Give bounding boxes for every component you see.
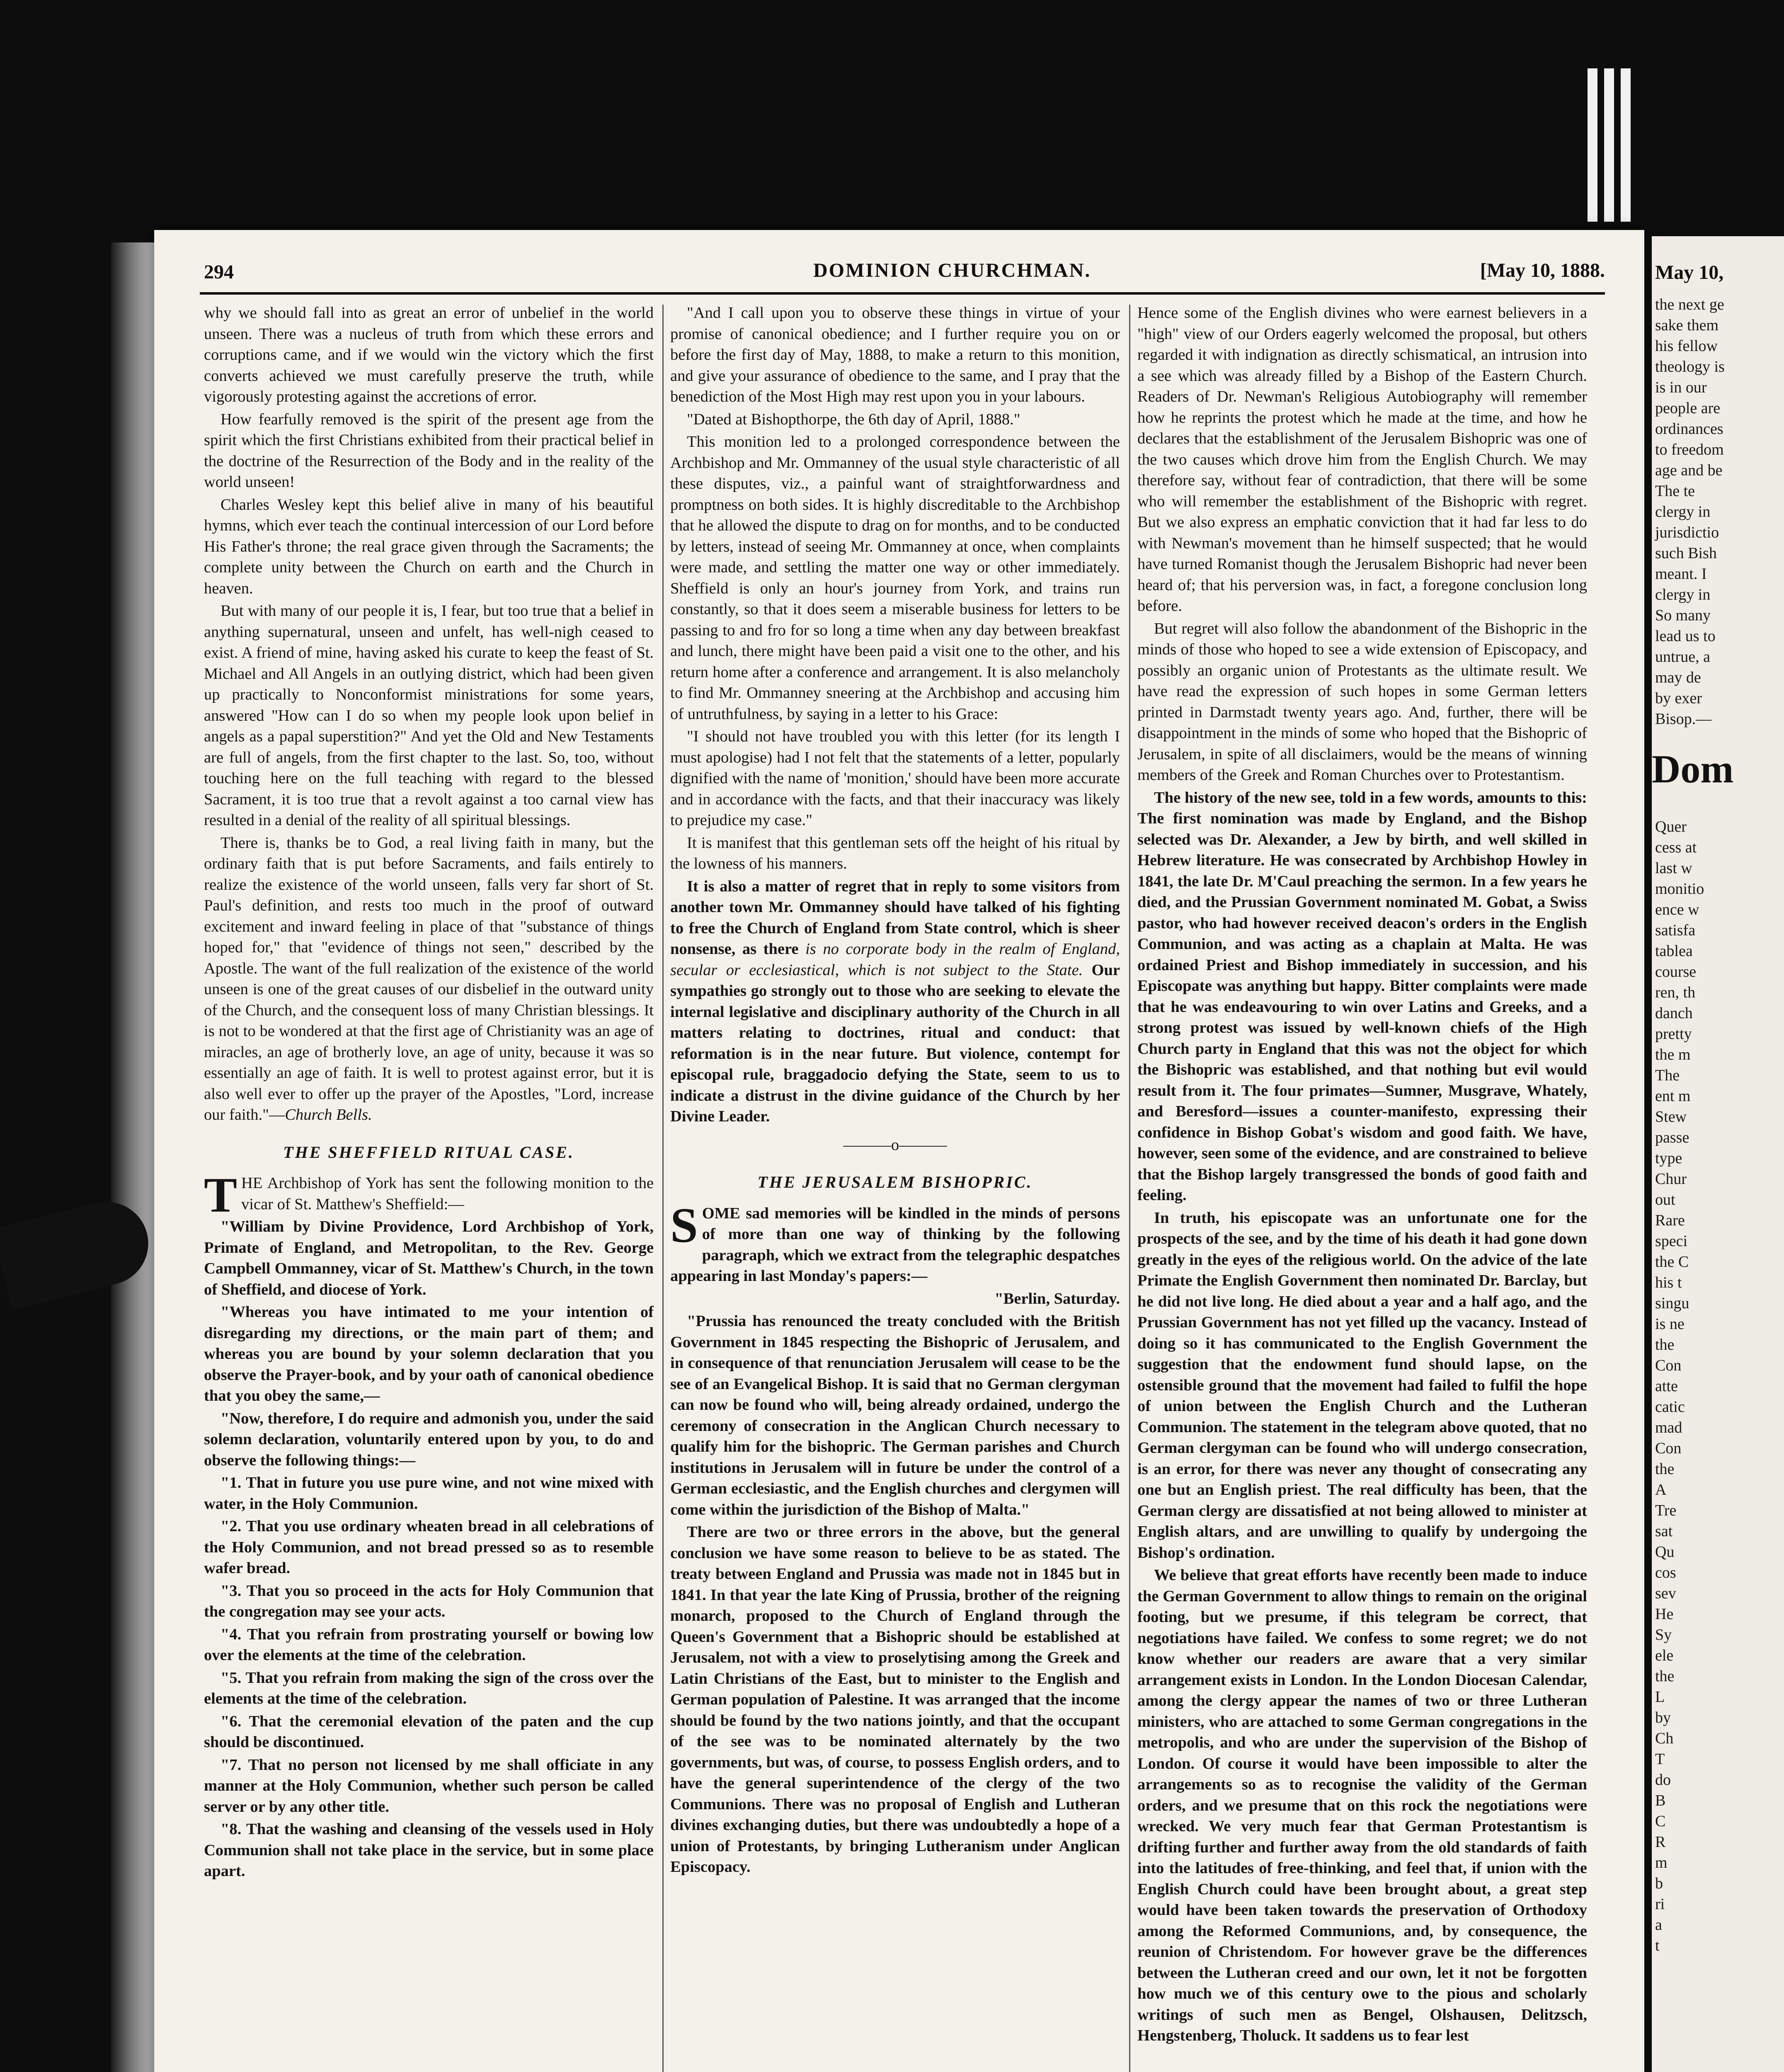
paragraph-text: HE Archbishop of York has sent the following monition to the vicar of St. Matthew's Sheffield:— [241,1174,654,1213]
paragraph-text: Our sympathies go strongly out to those who are seeking to elevate the internal legislative and disciplinary authority of the Church in all matters relating to doctrines, ritual and conduct: that reformation is in the near future. But violence, contempt for episcopal rule, braggadocio defying the State, seem to us to indicate a distrust in the divine guidance of the Church by her Divine Leader. [670,961,1120,1125]
paragraph: "2. That you use ordinary wheaten bread in all celebrations of the Holy Communion, and not bread pressed so as to resemble wafer bread. [204,1518,654,1577]
facing-page-line: passe [1655,1129,1689,1146]
paragraph: We believe that great efforts have recently been made to induce the German Government to allow things to remain on the original footing, but we presume, if this telegram be correct, that negotiations have failed. We confess to some regret; we do not know whether our readers are aware that a very similar arrangement exists in London. In the London Diocesan Calendar, among the clergy appear the names of two or three Lutheran ministers, who are attached to some German congregations in the metropolis, and who are under the supervision of the Bishop of London. Of course it would have been impossible to alter the arrangements so as to recognise the validity of the German orders, and we presume that on this rock the negotiations were wrecked. We very much fear that German Protestantism is drifting further and further away from the old standards of faith into the latitudes of free-thinking, and feel that, if union with the English Church could have been brought about, a great step would have been taken towards the preservation of Orthodoxy among the Reformed Communions, and, by consequence, the reunion of Christendom. For however grave be the differences between the Lutheran creed and our own, let it not be forgotten how much we of this century owe to the pious and scholarly writings of such men as Bengel, Olshausen, Delitzsch, Hengstenberg, Tholuck. It saddens us to fear lest [1137,1566,1587,2044]
paragraph: "William by Divine Providence, Lord Archbishop of York, Primate of England, and Metropolitan, to the Rev. George Campbell Ommanney, vicar of St. Matthew's Church, in the town of Sheffield, and diocese of York. [204,1218,654,1298]
facing-page-strip [1652,236,1784,2072]
facing-page-line: So many [1655,607,1711,624]
facing-page-line: The te [1655,482,1695,500]
facing-page-line: B [1655,1792,1666,1809]
paragraph: Hence some of the English divines who were earnest believers in a "high" view of our Orders eagerly welcomed the proposal, but others regarded it with indignation as directly schismatical, an intrusion into a see which was already filled by a Bishop of the Eastern Church. Readers of Dr. Newman's Religious Autobiography will remember how he reprints the protest which he made at the time, and how he declares that the establishment of the Jerusalem Bishopric was one of the two causes which drove him from the English Church. We may therefore say, without fear of contradiction, that there will be some who will remember the establishment of the Bishopric with regret. But we also express an emphatic conviction that it had far less to do with Newman's movement than he himself suspected; that he would have turned Romanist though the Jerusalem Bishopric had never been heard of; that his perversion was, in fact, a foregone conclusion long before. [1137,304,1587,615]
facing-page-line: to freedom [1655,441,1724,458]
facing-page-line: ri [1655,1895,1665,1913]
facing-page-line: course [1655,963,1697,980]
film-mark [1621,68,1631,222]
facing-page-line: by exer [1655,690,1702,707]
facing-page-line: pretty [1655,1025,1692,1043]
paragraph [670,1197,1120,1287]
facing-page-line: is in our [1655,379,1707,396]
paragraph: "6. That the ceremonial elevation of the paten and the cup should be discontinued. [204,1712,654,1751]
book-binding [111,242,157,2072]
film-mark [1588,68,1597,222]
facing-page-line: Con [1655,1357,1682,1374]
article-heading: THE JERUSALEM BISHOPRIC. [757,1173,1033,1191]
facing-page-line: his fellow [1655,337,1718,355]
facing-page-line: out [1655,1191,1675,1208]
dateline: "Berlin, Saturday. [994,1290,1120,1307]
publication-title: DOMINION CHURCHMAN. [813,259,1091,281]
column-2 [670,303,1120,2072]
drop-cap: S [670,1197,698,1253]
facing-page-line: mad [1655,1419,1682,1436]
facing-page-line: do [1655,1771,1671,1789]
facing-page-line: C [1655,1813,1666,1830]
facing-page-masthead: Dom [1652,747,1734,791]
facing-page-line: R [1655,1833,1666,1851]
newspaper-page [154,230,1644,2072]
facing-page-line: ele [1655,1647,1674,1664]
paragraph: "5. That you refrain from making the sign of the cross over the elements at the time of the celebration. [204,1669,654,1707]
facing-page-line: singu [1655,1295,1689,1312]
facing-page-line: meant. I [1655,565,1707,583]
film-mark [1604,68,1614,222]
paragraph: This monition led to a prolonged correspondence between the Archbishop and Mr. Ommanney of the usual style characteristic of all these disputes, viz., a painful want of straightforwardness and promptness on both sides. It is highly discreditable to the Archbishop that he allowed the dispute to drag on for months, and to be conducted by letters, instead of seeing Mr. Ommanney at once, when complaints were made, and settling the matter one way or other immediately. Sheffield is only an hour's journey from York, and trains run constantly, so that it does seem a miserable business for letters to be passing to and fro for so long a time when any day between breakfast and lunch, there might have been paid a visit one to the other, and his return home after a conference and arrangement. It is also melancholy to find Mr. Ommanney sneering at the Archbishop and accusing him of untruthfulness, by saying in a letter to his Grace: [670,433,1120,723]
facing-page-line: The [1655,1067,1680,1084]
facing-page-line: lead us to [1655,627,1716,645]
facing-page-line: Qu [1655,1543,1675,1561]
facing-page-line: such Bish [1655,545,1717,562]
facing-page-line: clergy in [1655,503,1711,520]
facing-page-line: cos [1655,1564,1676,1581]
facing-page-line: jurisdictio [1655,524,1719,541]
film-edge-marks [1588,68,1650,222]
paragraph: The history of the new see, told in a few words, amounts to this: The first nomination was made by England, and the Bishop selected was Dr. Alexander, a Jew by birth, and well skilled in Hebrew literature. He was consecrated by Archbishop Howley in 1841, the late Dr. M'Caul preaching the sermon. In a few years he died, and the Prussian Government nominated M. Gobat, a Swiss pastor, who had however received deacon's orders in the English Communion, and was acting as a chaplain at Malta. He was ordained Priest and Bishop immediately in succession, and his Episcopate was anything but happy. Bitter complaints were made that he was endeavouring to win over Latins and Greeks, and a strong protest was issued by well-known chiefs of the High Church party in England that this was not the object for which the Bishopric was established, and that nothing but evil would result from it. The four primates—Sumner, Musgrave, Whately, and Beresford—issues a counter-manifesto, expressing their confidence in Bishop Gobat's wisdom and good faith. We have, however, seen some of the evidence, and are constrained to believe that the Bishop largely transgressed the bonds of good faith and feeling. [1137,789,1587,1204]
paragraph: "Prussia has renounced the treaty concluded with the British Government in 1845 respecting the Bishopric of Jerusalem, and in consequence of that renunciation Jerusalem will cease to be the see of an Evangelical Bishop. It is said that no German clergyman can now be found who will, being already ordained, undergo the ceremony of consecration in the Anglican Church necessary to qualify him for the bishopric. The German parishes and Church institutions in Jerusalem will in future be under the control of a German ecclesiastic, and the English churches and clergymen will come within the jurisdiction of the Bishop of Malta." [670,1312,1120,1518]
facing-page-line: the [1655,1668,1675,1685]
facing-page-line: the C [1655,1253,1689,1271]
facing-page-line: A [1655,1481,1667,1498]
facing-page-line: Tre [1655,1502,1677,1519]
facing-page-line: is ne [1655,1315,1685,1333]
facing-page-line: ren, th [1655,984,1696,1001]
facing-page-line: L [1655,1688,1665,1706]
paragraph: "And I call upon you to observe these things in virtue of your promise of canonical obedience; and I further require you on or before the first day of May, 1888, to make a return to this monition, and give your assurance of obedience to the same, and I pray that the benediction of the Most High may rest upon you in your labours. [670,304,1120,405]
paragraph-text: It is also a matter of regret that in reply to some visitors from another town Mr. Ommanney should have talked of his fighting to free the Church of England from State control, which is sheer nonsense, as there [670,877,1120,958]
facing-page-line: the m [1655,1046,1691,1063]
facing-page-header: May 10, [1655,261,1724,283]
facing-page-line: ent m [1655,1087,1691,1105]
facing-page-line: untrue, a [1655,648,1710,666]
facing-page-line: atte [1655,1377,1678,1395]
paragraph: "I should not have troubled you with this letter (for its length I must apologise) had I not felt that the statements of a letter, popularly dignified with the name of 'monition,' should have been more accurate and in accordance with the facts, and that their inaccuracy was likely to prejudice my case." [670,728,1120,829]
facing-page-line: Con [1655,1440,1682,1457]
paragraph: There are two or three errors in the above, but the general conclusion we have some reason to believe to be as stated. The treaty between England and Prussia was made not in 1845 but in 1841. In that year the late King of Prussia, brother of the reigning monarch, proposed to the Church of England through the Queen's Government that a Bishopric should be established at Jerusalem, not with a view to proselytising among the Greek and Latin Christians of the East, but to minister to the English and German population of Palestine. It was arranged that the income should be found by the two nations jointly, and that the occupant of the see was to be nominated alternately by the two governments, but was, of course, to possess English orders, and to have the general superintendence of the clergy of the two Communions. There was no proposal of English and Lutheran divines exchanging duties, but there was undoubtedly a hope of a union of Protestants, by bringing Lutheranism under Anglican Episcopacy. [670,1523,1120,1876]
facing-page-line: satisfa [1655,922,1696,939]
page-number: 294 [204,261,234,283]
paragraph: "4. That you refrain from prostrating yourself or bowing low over the elements at the time of the celebration. [204,1625,654,1664]
facing-page-line: cess at [1655,839,1697,856]
facing-page-line: the [1655,1336,1675,1353]
facing-page-line: tablea [1655,942,1693,960]
facing-page-line: sake them [1655,317,1719,334]
italic-text: is no corporate body in the realm of England, secular or ecclesiastical, which is not subject to the State. [670,940,1120,979]
paragraph-text: There is, thanks be to God, a real living faith in many, but the ordinary faith that is put before Sacraments, and fails entirely to realize the existence of the world unseen, falls very far short of St. Paul's definition, and rests too much in the proof of outward excitement and inward feeling in place of that "substance of things hoped for," that "evidence of things not seen," described by the Apostle. The want of the full realization of the existence of the world unseen is one of the great causes of our disbelief in the outward unity of the Church, and the consequent loss of many Christian blessings. It is not to be wondered at that the first age of Christianity was an age of miracles, an age of brotherly love, an age of unity, because it was so essentially an age of faith. It is well to protest against error, but it is also well ever to offer up the prayer of the Apostles, "Lord, increase our faith."— [204,834,654,1123]
facing-page-line: Sy [1655,1626,1672,1644]
facing-page-line: ence w [1655,901,1699,918]
drop-cap: T [204,1167,238,1222]
facing-page-line: last w [1655,859,1692,877]
facing-page-line: danch [1655,1005,1693,1022]
article-heading: THE SHEFFIELD RITUAL CASE. [283,1143,574,1162]
facing-page-line: by [1655,1709,1671,1726]
facing-page-text-bottom [1655,816,1779,1956]
facing-page-line: Bisop.— [1655,710,1712,728]
facing-page-line: Rare [1655,1212,1685,1229]
facing-page-line: sev [1655,1585,1676,1602]
facing-page-line: the next ge [1655,296,1724,313]
facing-page-line: b [1655,1875,1663,1892]
facing-page-line: speci [1655,1232,1688,1250]
paragraph: Charles Wesley kept this belief alive in many of his beautiful hymns, which ever teach the continual intercession of our Lord before His Father's throne; the real grace given through the Sacraments; the complete unity between the Church on earth and the Church in heaven. [204,496,654,597]
facing-page-line: He [1655,1605,1674,1623]
column-divider [662,305,664,2072]
facing-page-line: clergy in [1655,586,1711,603]
facing-page-line: sat [1655,1523,1673,1540]
facing-page-line: the [1655,1460,1675,1478]
paragraph: "8. That the washing and cleansing of the vessels used in Holy Communion shall not take place in the service, but in some place apart. [204,1820,654,1880]
facing-page-line: theology is [1655,358,1725,375]
facing-page-line: monitio [1655,880,1704,898]
paragraph [204,1167,654,1222]
paragraph: why we should fall into as great an error of unbelief in the world unseen. There was a nucleus of truth from which these errors and corruptions came, and if we would win the victory which the first converts achieved we must carefully preserve the truth, while vigorously protesting against the accretions of error. [204,304,654,405]
paragraph: It is manifest that this gentleman sets off the height of his ritual by the lowness of his manners. [670,834,1120,872]
page-header [204,255,1605,292]
paragraph [670,876,1120,1127]
facing-page-line: Chur [1655,1170,1687,1188]
facing-page-line: Quer [1655,818,1687,835]
paragraph: But regret will also follow the abandonment of the Bishopric in the minds of those who hoped to see a wide extension of Episcopacy, and possibly an organic union of Protestants as the ultimate result. We have read the expression of such hopes in some German letters printed in Darmstadt twenty years ago. And, further, there will be disappointment in the minds of some who hoped that the Bishopric of Jerusalem, in spite of all disclaimers, would be the means of winning members of the Greek and Roman Churches over to Protestantism. [1137,620,1587,784]
paragraph: In truth, his episcopate was an unfortunate one for the prospects of the see, and by the time of his death it had gone down greatly in the eyes of the religious world. On the advice of the late Primate the English Government then nominated Dr. Barclay, but he did not live long. He died about a year and a half ago, and the Prussian Government has not yet filled up the vacancy. Instead of doing so it has communicated to the English Government the suggestion that the endowment fund should lapse, on the ostensible ground that the movement had failed to fulfil the hope of union between the English Church and the Lutheran Communion. The statement in the telegram above quoted, that no German clergyman can be found who will undergo consecration, is an error, for there was never any thought of consecrating any one but an English priest. The real difficulty has been, that the German clergy are dissatisfied at not being allowed to minister at English altars, and are unwilling to qualify by undergoing the Bishop's ordination. [1137,1209,1587,1561]
facing-page-text-top [1655,294,1779,729]
section-separator: ———o——— [843,1136,947,1154]
paragraph: "7. That no person not licensed by me shall officiate in any manner at the Holy Communion, whether such person be called server or by any other title. [204,1756,654,1815]
facing-page-line: a [1655,1916,1662,1934]
header-rule [200,292,1605,295]
facing-page-line: ordinances [1655,420,1723,438]
paragraph: "3. That you so proceed in the acts for Holy Communion that the congregation may see your acts. [204,1582,654,1620]
paragraph [204,833,654,1126]
source-credit: Church Bells. [285,1106,372,1123]
facing-page-line: catic [1655,1398,1685,1416]
facing-page-line: type [1655,1150,1682,1167]
paragraph: How fearfully removed is the spirit of the present age from the spirit which the first Christians exhibited from their practical belief in the doctrine of the Resurrection of the Body and in the reality of the world unseen! [204,410,654,491]
paragraph: "1. That in future you use pure wine, and not wine mixed with water, in the Holy Communion. [204,1474,654,1513]
paragraph: But with many of our people it is, I fear, but too true that a belief in anything supernatural, unseen and unfelt, has well-nigh ceased to exist. A friend of mine, having asked his curate to keep the feast of St. Michael and All Angels in an outlying district, which had been given up practically to Nonconformist ministrations for some years, answered "How can I do so when my people look upon belief in angels as a papal superstition?" And yet the Old and New Testaments are full of angels, from the first chapter to the last. So, too, without touching here on the full teaching with regard to the blessed Sacrament, it is too true that a revolt against a too carnal view has resulted in a denial of the reality of all spiritual blessings. [204,602,654,829]
facing-page-line: Stew [1655,1108,1687,1126]
facing-page-line: Ch [1655,1730,1674,1747]
paragraph: "Now, therefore, I do require and admonish you, under the said solemn declaration, voluntarily entered upon by you, to do and observe the following things:— [204,1409,654,1469]
facing-page-line: m [1655,1854,1668,1871]
paragraph: "Whereas you have intimated to me your intention of disregarding my directions, or the main part of them; and whereas you are bound by your solemn declaration that you observe the Prayer-book, and by your oath of canonical obedience that you obey the same,— [204,1303,654,1404]
facing-page-line: may de [1655,669,1701,686]
facing-page-line: people are [1655,399,1721,417]
column-3 [1137,303,1587,2072]
facing-page-line: age and be [1655,462,1723,479]
paragraph: "Dated at Bishopthorpe, the 6th day of April, 1888." [687,410,1020,428]
facing-page-line: t [1655,1937,1660,1954]
issue-date: [May 10, 1888. [1480,259,1605,281]
column-divider [1129,305,1130,2072]
facing-page-line: his t [1655,1274,1682,1291]
facing-page-line: T [1655,1750,1665,1768]
paragraph-text: OME sad memories will be kindled in the minds of persons of more than one way of thinking by the following paragraph, which we extract from the telegraphic despatches appearing in last Monday's papers:— [670,1204,1120,1285]
column-1 [204,303,654,2072]
